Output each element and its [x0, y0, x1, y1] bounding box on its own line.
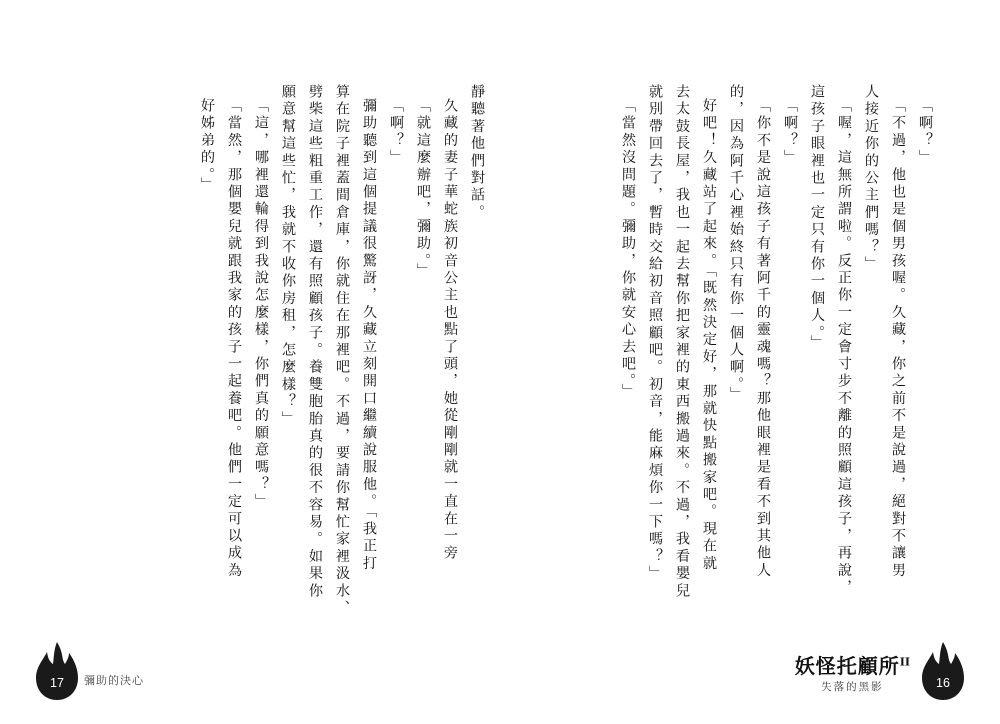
book-title-text: 妖怪托顧所 [794, 654, 900, 678]
flame-icon [920, 640, 966, 702]
chapter-label: 彌助的決心 [84, 674, 144, 687]
text-line: 就別帶回去了，暫時交給初音照顧吧。初音，能麻煩你一下嗎？」 [647, 84, 663, 583]
text-line: 這孩子眼裡也一定只有你一個人。」 [809, 84, 825, 353]
book-title-block [795, 656, 910, 694]
text-line: 「啊？」 [388, 98, 404, 167]
text-line: 「不過，他也是個男孩喔。久藏，你之前不是說過，絕對不讓男 [890, 98, 906, 580]
text-line: 靜聽著他們對話。 [469, 84, 485, 222]
text-line: 「啊？」 [782, 98, 798, 167]
page-number-left: 17 [50, 676, 64, 690]
text-line: 算在院子裡蓋間倉庫，你就住在那裡吧。不過，要請你幫忙家裡汲水、 [334, 84, 350, 618]
book-title [795, 656, 910, 677]
text-line: 久藏的妻子華蛇族初音公主也點了頭，她從剛剛就一直在一旁 [442, 98, 458, 563]
text-line: 「喔，這無所謂啦。反正你一定會寸步不離的照顧這孩子，再說， [836, 98, 852, 597]
text-line: 「這，哪裡還輪得到我說怎麼樣，你們真的願意嗎？」 [253, 98, 269, 511]
text-line: 「啊？」 [917, 98, 933, 167]
right-page-text-block [532, 84, 932, 604]
page-footer [0, 628, 1000, 724]
text-line: 「當然，那個嬰兒就跟我家的孩子一起養吧。他們一定可以成為 [226, 98, 242, 580]
text-line: 彌助聽到這個提議很驚訝，久藏立刻開口繼續說服他。「我正打 [361, 98, 377, 573]
left-page-text-block [64, 84, 485, 618]
text-line: 劈柴這些粗重工作，還有照顧孩子。養雙胞胎真的很不容易。如果你 [307, 84, 323, 600]
text-line: 好吧！久藏站了起來。「既然決定好，那就快點搬家吧。現在就 [701, 98, 717, 573]
book-title-volume: II [899, 655, 910, 669]
text-line: 「就這麼辦吧，彌助。」 [415, 98, 431, 281]
text-line: 好姊弟的。」 [199, 98, 215, 195]
text-line: 願意幫這些忙，我就不收你房租，怎麼樣？」 [280, 84, 296, 428]
text-line: 「你不是說這孩子有著阿千的靈魂嗎？那他眼裡是看不到其他人 [755, 98, 771, 580]
page-number-right: 16 [936, 676, 950, 690]
text-line: 人接近你的公主們嗎？」 [863, 84, 879, 274]
text-line: 「當然沒問題。彌助，你就安心去吧。」 [620, 98, 636, 401]
text-line: 的，因為阿千心裡始終只有你一個人啊。」 [728, 84, 744, 404]
text-line: 去太鼓長屋，我也一起去幫你把家裡的東西搬過來。不過，我看嬰兒 [674, 84, 690, 600]
flame-icon [34, 640, 80, 702]
book-subtitle: 失落的黑影 [821, 681, 884, 693]
